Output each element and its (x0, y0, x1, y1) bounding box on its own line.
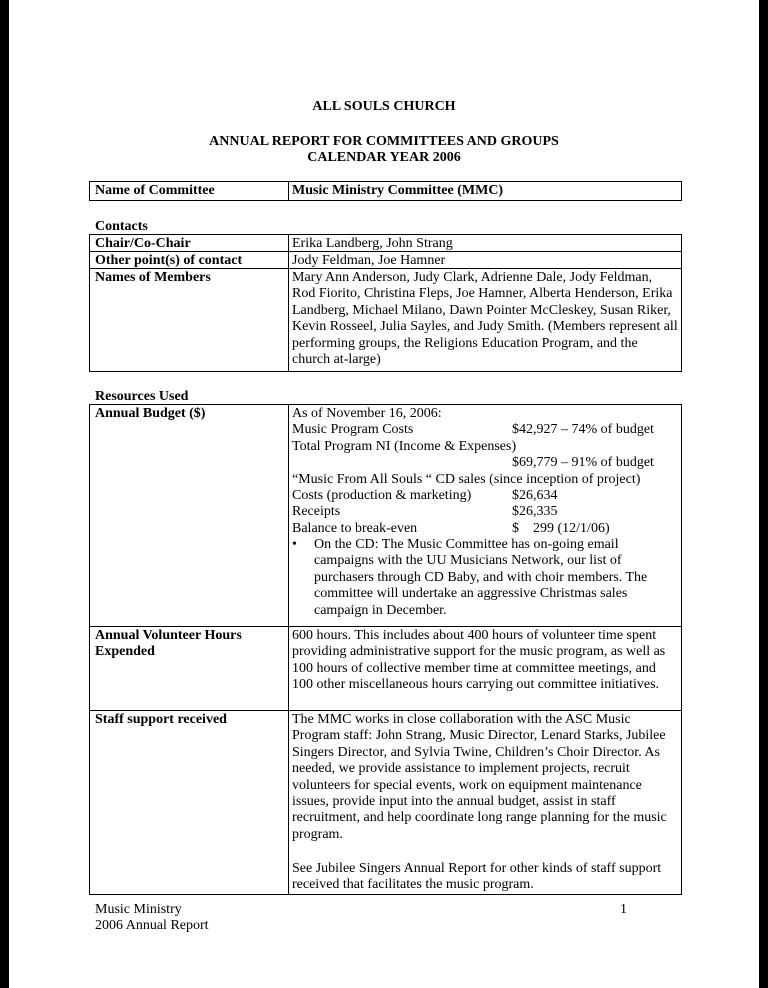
report-title: ANNUAL REPORT FOR COMMITTEES AND GROUPS (209, 134, 559, 149)
committee-value: Music Ministry Committee (MMC) (292, 183, 504, 198)
cd-bullet-text: On the CD: The Music Committee has on-going email campaigns with the UU Musicians Network, our list of purchasers through CD Baby, and with choir members. The committee will undertake an aggressive Christmas sales campaign in December. (314, 537, 648, 618)
balance-label: Balance to break-even (292, 521, 418, 536)
cd-costs-value: $26,634 (512, 488, 558, 503)
other-contact-value: Jody Feldman, Joe Hamner (292, 253, 446, 268)
members-value: Mary Ann Anderson, Judy Clark, Adrienne Dale, Jody Feldman, Rod Fiorito, Christina Fleps, Joe Hamner, Alberta Henderson, Erika Landberg, Michael Milano, Dawn Pointer McCleskey, Susan Riker, Kevin Rosseel, Julia Sayles, and Judy Smith. (Members represent all performing groups, the Religions Education Program, and the church at-large) (292, 270, 678, 368)
cd-receipts-value: $26,335 (512, 504, 558, 519)
staff-value-paragraph-2: See Jubilee Singers Annual Report for other kinds of staff support received that facilitates the music program. (292, 861, 662, 893)
org-name: ALL SOULS CHURCH (312, 99, 456, 114)
cd-costs-label: Costs (production & marketing) (292, 488, 472, 503)
hours-label: Annual Volunteer Hours Expended (95, 628, 242, 660)
bullet-icon: • (292, 537, 297, 552)
document-page (9, 0, 759, 988)
balance-value: $ 299 (12/1/06) (512, 521, 610, 536)
footer-line-1: Music Ministry (95, 902, 182, 917)
budget-label: Annual Budget ($) (95, 406, 206, 421)
hours-value: 600 hours. This includes about 400 hours of volunteer time spent providing administrative support for the music program, as well as 100 hours of collective member time at committee meetings, and 100 other miscellaneous hours carrying out committee initiatives. (292, 628, 666, 693)
program-costs-label: Music Program Costs (292, 422, 414, 437)
cd-bullet (292, 537, 678, 622)
cd-receipts-label: Receipts (292, 504, 341, 519)
report-year: CALENDAR YEAR 2006 (307, 150, 461, 165)
cd-sales-line: “Music From All Souls “ CD sales (since inception of project) (292, 472, 641, 487)
total-ni-value: $69,779 – 91% of budget (512, 455, 654, 470)
committee-label: Name of Committee (95, 183, 215, 198)
staff-value-paragraph-1: The MMC works in close collaboration with the ASC Music Program staff: John Strang, Music Director, Lenard Starks, Jubilee Singers Director, and Sylvia Twine, Children’s Choir Director. As needed, we provide assistance to implement projects, recruit volunteers for special events, work on equipment maintenance issues, provide input into the annual budget, assist in staff recruitment, and help coordinate long range planning for the music program. (292, 712, 667, 842)
staff-label: Staff support received (95, 712, 227, 727)
budget-as-of: As of November 16, 2006: (292, 406, 442, 421)
resources-heading: Resources Used (95, 389, 189, 404)
footer-line-2: 2006 Annual Report (95, 918, 209, 933)
total-ni-label: Total Program NI (Income & Expenses) (292, 439, 517, 454)
chair-label: Chair/Co-Chair (95, 236, 191, 251)
contacts-heading: Contacts (95, 219, 148, 234)
chair-value: Erika Landberg, John Strang (292, 236, 453, 251)
members-label: Names of Members (95, 270, 211, 285)
program-costs-value: $42,927 – 74% of budget (512, 422, 654, 437)
other-contact-label: Other point(s) of contact (95, 253, 243, 268)
page-number: 1 (620, 902, 627, 917)
